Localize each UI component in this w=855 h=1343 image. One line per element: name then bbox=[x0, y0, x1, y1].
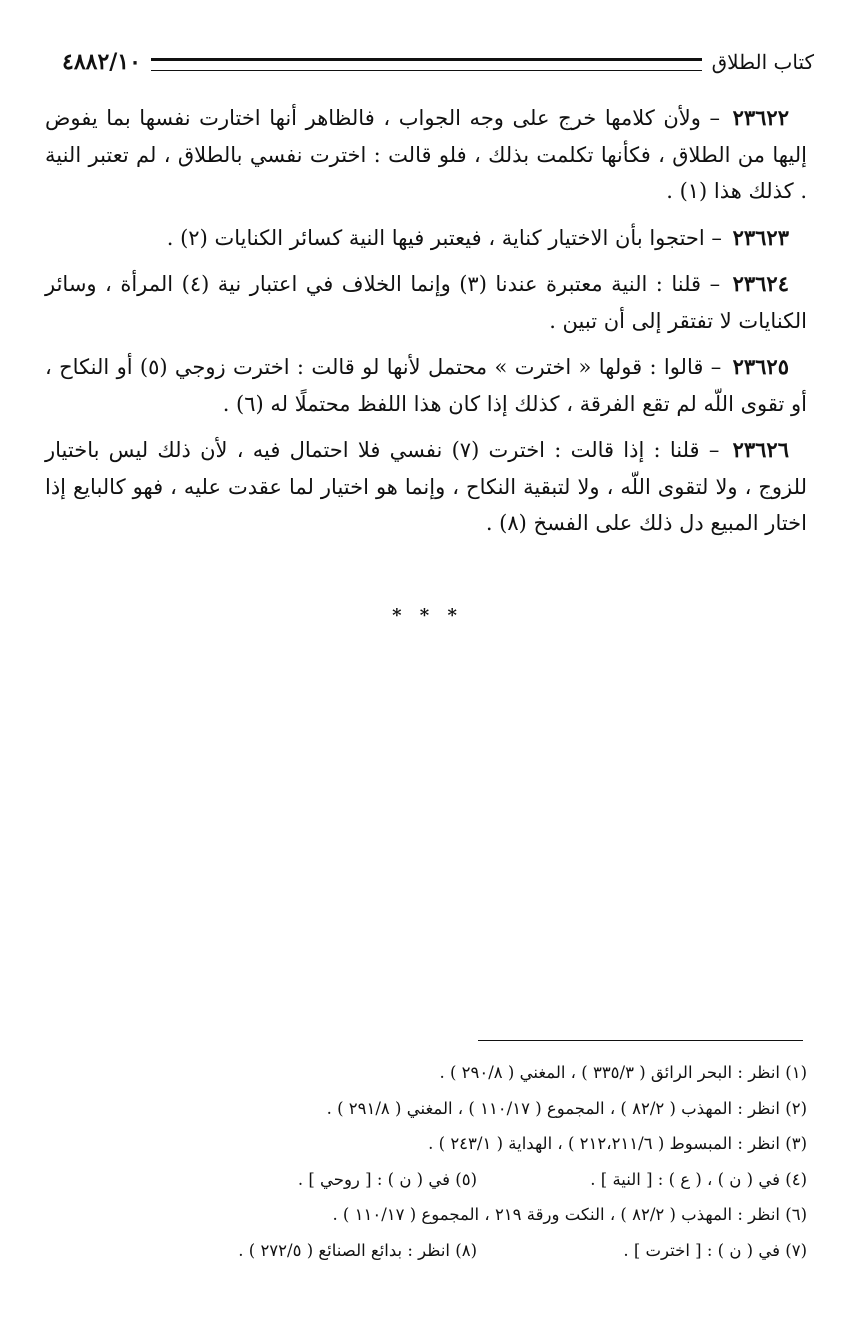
paragraph-23626 bbox=[45, 432, 807, 542]
paragraph-number: ٢٣٦٢٦ bbox=[732, 437, 789, 462]
paragraph-text: – قالوا : قولها « اخترت » محتمل لأنها لو قالت : اخترت زوجي (٥) أو النكاح ، أو تقوى اللّه لم تقع الفرقة ، كذلك إذا كان هذا اللفظ محتملًا له (٦) . bbox=[45, 355, 807, 416]
book-title: كتاب الطلاق bbox=[711, 50, 814, 74]
paragraph-23623 bbox=[45, 220, 807, 257]
footnote-6: (٦) انظر : المهذب ( ٨٢/٢ ) ، النكت ورقة ٢١٩ ، المجموع ( ١١٠/١٧ ) . bbox=[332, 1205, 807, 1224]
paragraph-number: ٢٣٦٢٢ bbox=[732, 105, 789, 130]
footnote-row-7-8 bbox=[45, 1233, 807, 1269]
paragraph-text: – ولأن كلامها خرج على وجه الجواب ، فالظاهر أنها اختارت نفسها بما يفوض إليها من الطلاق ، فكأنها تكلمت بذلك ، فلو قالت : اخترت نفسي بالطلاق ، لم تعتبر النية . كذلك هذا (١) . bbox=[45, 106, 807, 203]
page-header bbox=[62, 40, 814, 84]
paragraph-number: ٢٣٦٢٤ bbox=[732, 271, 789, 296]
footnote-4: (٤) في ( ن ) ، ( ع ) : [ النية ] . bbox=[590, 1169, 807, 1189]
paragraph-23625 bbox=[45, 349, 807, 422]
footnote-row-4-5 bbox=[45, 1162, 807, 1198]
paragraph-23622 bbox=[45, 100, 807, 210]
paragraph-text: – احتجوا بأن الاختيار كناية ، فيعتبر فيها النية كسائر الكنايات (٢) . bbox=[166, 225, 722, 250]
paragraph-text: – قلنا : النية معتبرة عندنا (٣) وإنما الخلاف في اعتبار نية (٤) المرأة ، وسائر الكنايات لا تفتقر إلى أن تبين . bbox=[45, 272, 807, 333]
footnote-1: (١) انظر : البحر الرائق ( ٣٣٥/٣ ) ، المغني ( ٢٩٠/٨ ) . bbox=[439, 1063, 807, 1082]
footnote-5: (٥) في ( ن ) : [ روحي ] . bbox=[297, 1169, 477, 1189]
header-rule bbox=[151, 58, 702, 71]
footnote-3: (٣) انظر : المبسوط ( ٢١٢،٢١١/٦ ) ، الهداية ( ٢٤٣/١ ) . bbox=[428, 1134, 807, 1153]
paragraph-number: ٢٣٦٢٥ bbox=[732, 354, 789, 379]
footnotes bbox=[45, 1055, 807, 1268]
paragraph-text: – قلنا : إذا قالت : اخترت (٧) نفسي فلا احتمال فيه ، لأن ذلك ليس باختيار للزوج ، ولا لتقوى اللّه ، ولا لتبقية النكاح ، وإنما هو اختيار لما عقدت عليه ، فهو كالبايع إذا اختار المبيع دل ذلك على الفسخ (٨) . bbox=[45, 438, 807, 535]
footnote-rule bbox=[478, 1040, 803, 1041]
body-text bbox=[45, 100, 807, 552]
section-separator: * * * bbox=[392, 605, 463, 626]
footnote-8: (٨) انظر : بدائع الصنائع ( ٢٧٢/٥ ) . bbox=[238, 1240, 477, 1260]
paragraph-23624 bbox=[45, 266, 807, 339]
paragraph-number: ٢٣٦٢٣ bbox=[732, 224, 789, 250]
footnote-2: (٢) انظر : المهذب ( ٨٢/٢ ) ، المجموع ( ١١٠/١٧ ) ، المغني ( ٢٩١/٨ ) . bbox=[326, 1098, 807, 1118]
page-number: ٤٨٨٢/١٠ bbox=[62, 49, 141, 75]
footnote-7: (٧) في ( ن ) : [ اخترت ] . bbox=[623, 1240, 807, 1260]
